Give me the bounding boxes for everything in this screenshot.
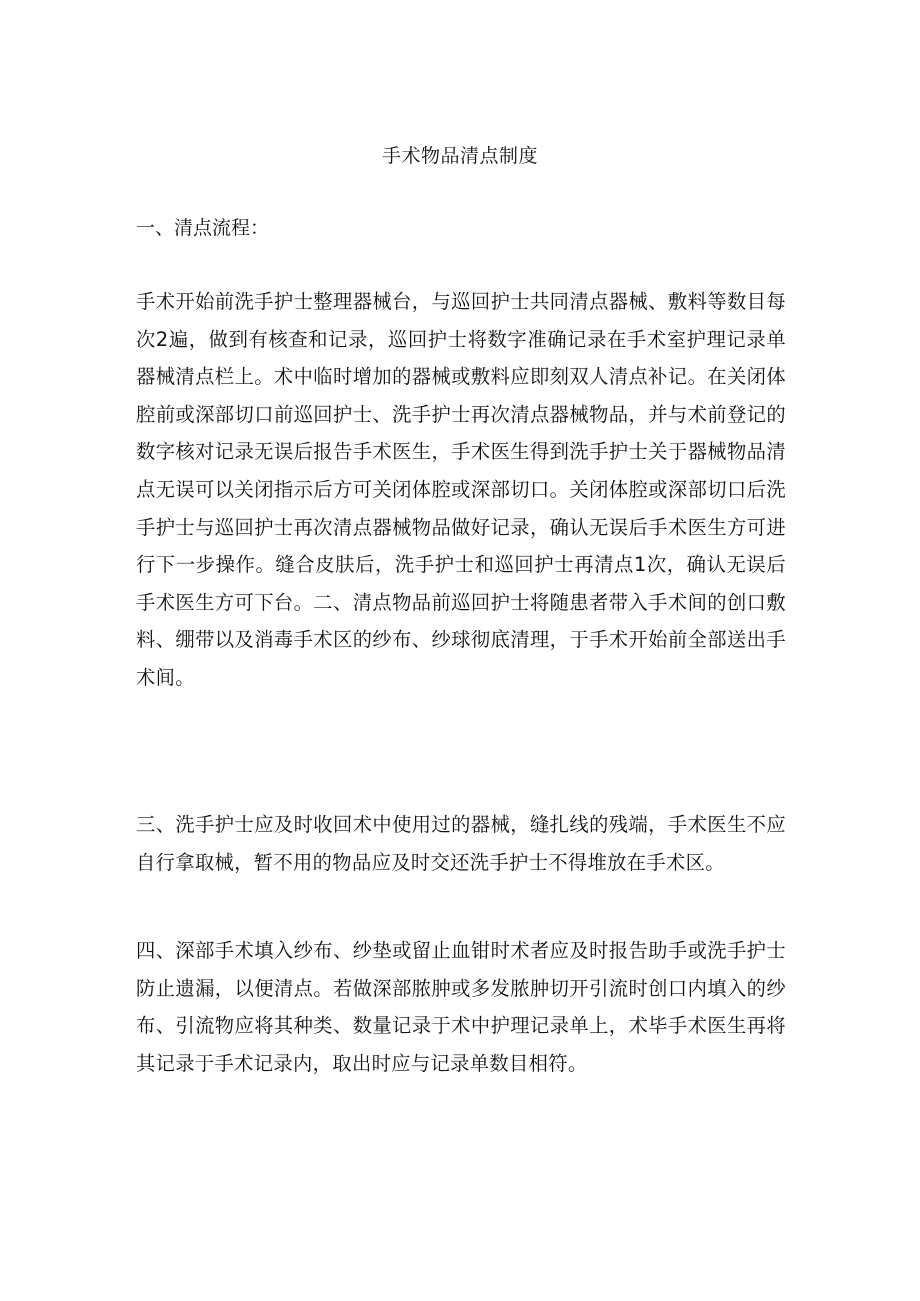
paragraph-section-3: 三、洗手护士应及时收回术中使用过的器械，缝扎线的残端，手术医生不应自行拿取械，暂不用的物品应及时交还洗手护士不得堆放在手术区。 [136, 813, 786, 874]
document-title: 手术物品清点制度 [381, 145, 538, 167]
paragraph-counting-process: 手术开始前洗手护士整理器械台，与巡回护士共同清点器械、敷料等数目每次2遍，做到有核查和记录，巡回护士将数字准确记录在手术室护理记录单器械清点栏上。术中临时增加的器械或敷料应即刻双人清点补记。在关闭体腔前或深部切口前巡回护士、洗手护士再次清点器械物品，并与术前登记的数字核对记录无误后报告手术医生，手术医生得到洗手护士关于器械物品清点无误可以关闭指示后方可关闭体腔或深部切口。关闭体腔或深部切口后洗手护士与巡回护士再次清点器械物品做好记录，确认无误后手术医生方可进行下一步操作。缝合皮肤后，洗手护士和巡回护士再清点1次，确认无误后手术医生方可下台。二、清点物品前巡回护士将随患者带入手术间的创口敷料、绷带以及消毒手术区的纱布、纱球彻底清理，于手术开始前全部送出手术间。 [136, 290, 786, 689]
section-heading-counting-process: 一、清点流程： [136, 217, 270, 239]
paragraph-section-4: 四、深部手术填入纱布、纱垫或留止血钳时术者应及时报告助手或洗手护士防止遗漏，以便清点。若做深部脓肿或多发脓肿切开引流时创口内填入的纱布、引流物应将其种类、数量记录于术中护理记录单上，术毕手术医生再将其记录于手术记录内，取出时应与记录单数目相符。 [136, 939, 786, 1075]
